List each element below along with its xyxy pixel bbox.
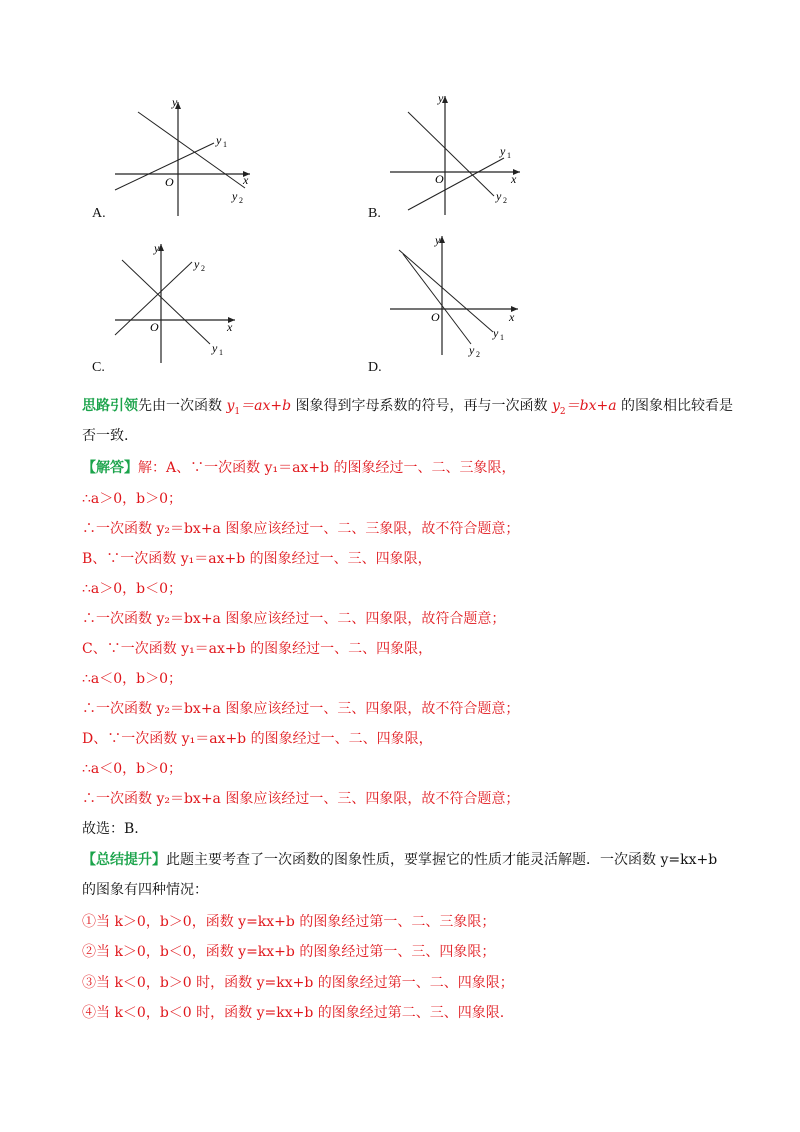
line-y2 — [403, 254, 471, 344]
answer-conclusion: 故选：B. — [82, 821, 139, 837]
answer-line-9: D、∵一次函数 y₁＝ax+b 的图象经过一、二、四象限， — [82, 731, 433, 747]
hint-line-1: 思路引领先由一次函数 $y_1=ax+b$ 图象得到字母系数的符号，再与一次函数 $y_2=bx+a$ 的图象相比较看是 — [82, 398, 733, 417]
line-y1 — [399, 250, 493, 332]
option-b-label: B. — [368, 206, 381, 221]
summary-line-2: 的图象有四种情况： — [82, 882, 208, 898]
svg-text:y: y — [212, 341, 218, 355]
option-c-label: C. — [92, 360, 105, 375]
answer-line-4: ∴a＞0，b＜0； — [82, 581, 183, 597]
svg-text:2: 2 — [476, 350, 480, 357]
answer-line-5: ∴一次函数 y₂＝bx+a 图象应该经过一、二、四象限，故符合题意； — [82, 611, 506, 627]
line-y2 — [408, 112, 494, 196]
answer-line-2: ∴一次函数 y₂＝bx+a 图象应该经过一、二、三象限，故不符合题意； — [82, 521, 520, 537]
svg-text:y: y — [500, 144, 506, 158]
summary-tag: 【总结提升】 — [82, 852, 166, 868]
answer-line-3: B、∵一次函数 y₁＝ax+b 的图象经过一、三、四象限， — [82, 551, 432, 567]
answer-line-1: ∴a＞0，b＞0； — [82, 491, 183, 507]
answer-line-8: ∴一次函数 y₂＝bx+a 图象应该经过一、三、四象限，故不符合题意； — [82, 701, 520, 717]
svg-text:1: 1 — [507, 151, 511, 160]
summary-case-2: ②当 k＞0，b＜0，函数 y=kx+b 的图象经过第一、三、四象限； — [82, 944, 496, 960]
summary-case-1: ①当 k＞0，b＞0，函数 y=kx+b 的图象经过第一、二、三象限； — [82, 914, 496, 930]
summary-case-4: ④当 k＜0，b＜0 时，函数 y=kx+b 的图象经过第二、三、四象限. — [82, 1005, 505, 1021]
svg-text:x: x — [511, 172, 517, 186]
svg-text:O: O — [165, 175, 174, 189]
summary-line-1: 【总结提升】此题主要考查了一次函数的图象性质，要掌握它的性质才能灵活解题．一次函数 y=kx+b — [82, 852, 718, 868]
option-a-label: A. — [92, 206, 106, 221]
svg-text:y: y — [216, 133, 222, 147]
svg-text:x: x — [509, 310, 515, 324]
svg-text:1: 1 — [219, 348, 223, 357]
svg-text:y: y — [496, 189, 502, 203]
svg-text:x: x — [227, 320, 233, 334]
svg-text:y: y — [435, 233, 441, 247]
svg-text:y: y — [172, 96, 178, 109]
line-y1 — [408, 158, 504, 210]
svg-text:2: 2 — [239, 196, 243, 205]
svg-text:y: y — [469, 343, 475, 357]
summary-case-3: ③当 k＜0，b＞0 时，函数 y=kx+b 的图象经过第一、二、四象限； — [82, 975, 514, 991]
svg-text:y: y — [438, 92, 444, 105]
answer-line-10: ∴a＜0，b＞0； — [82, 761, 183, 777]
answer-line-6: C、∵一次函数 y₁＝ax+b 的图象经过一、二、四象限， — [82, 641, 433, 657]
hint-line-2: 否一致. — [82, 428, 129, 444]
graph-d — [385, 232, 525, 357]
svg-text:O: O — [431, 310, 440, 324]
graph-c — [110, 240, 250, 365]
svg-text:2: 2 — [503, 196, 507, 205]
graph-a — [110, 96, 260, 218]
line-y1 — [122, 260, 210, 344]
svg-text:y: y — [493, 326, 499, 340]
graph-b — [380, 92, 530, 217]
answer-line-0: 【解答】解：A、∵一次函数 y₁＝ax+b 的图象经过一、二、三象限， — [82, 460, 516, 476]
answer-tag: 【解答】 — [82, 460, 138, 476]
svg-text:2: 2 — [201, 264, 205, 273]
line-y2 — [138, 112, 245, 188]
answer-line-7: ∴a＜0，b＞0； — [82, 671, 183, 687]
hint-tag: 思路引领 — [82, 398, 138, 414]
svg-text:y: y — [154, 241, 160, 255]
svg-text:x: x — [243, 173, 249, 187]
svg-text:1: 1 — [223, 140, 227, 149]
answer-line-11: ∴一次函数 y₂＝bx+a 图象应该经过一、三、四象限，故不符合题意； — [82, 791, 520, 807]
svg-text:1: 1 — [500, 333, 504, 342]
svg-text:O: O — [435, 172, 444, 186]
option-d-label: D. — [368, 360, 382, 375]
svg-text:y: y — [194, 257, 200, 271]
hint-text-1: 先由一次函数 — [138, 398, 227, 414]
svg-text:O: O — [150, 320, 159, 334]
svg-text:y: y — [232, 189, 238, 203]
